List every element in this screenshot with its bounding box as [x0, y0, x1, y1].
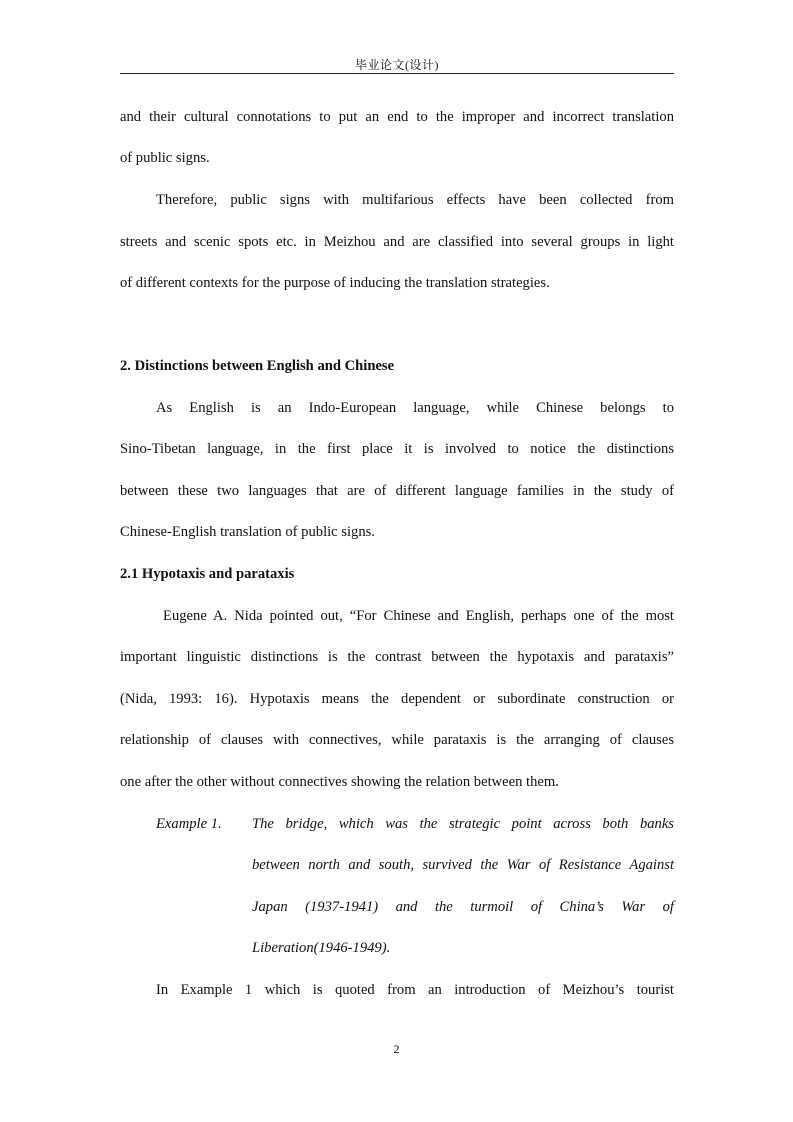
paragraph-line: of public signs.: [120, 150, 210, 166]
example-label: Example 1.: [156, 816, 222, 832]
example-line: Liberation(1946-1949).: [252, 940, 391, 956]
paragraph-line: Eugene A. Nida pointed out, “For Chinese and English, perhaps one of the most: [156, 608, 674, 624]
example-line: The bridge, which was the strategic point across both banks: [252, 816, 674, 832]
paragraph-line: In Example 1 which is quoted from an introduction of Meizhou’s tourist: [156, 982, 674, 998]
paragraph-line: important linguistic distinctions is the contrast between the hypotaxis and parataxis”: [120, 649, 674, 665]
paragraph-line: Sino-Tibetan language, in the first place it is involved to notice the distinctions: [120, 441, 674, 457]
page-header: 毕业论文(设计): [355, 58, 439, 72]
paragraph-line: Chinese-English translation of public signs.: [120, 524, 375, 540]
paragraph-line: and their cultural connotations to put an end to the improper and incorrect translation: [120, 109, 674, 125]
paragraph-line: of different contexts for the purpose of inducing the translation strategies.: [120, 275, 550, 291]
paragraph-line: Therefore, public signs with multifarious effects have been collected from: [156, 192, 674, 208]
paragraph-line: As English is an Indo-European language, while Chinese belongs to: [156, 400, 674, 416]
paragraph-line: (Nida, 1993: 16). Hypotaxis means the dependent or subordinate construction or: [120, 691, 674, 707]
header-rule: [120, 73, 674, 74]
example-line: Japan (1937-1941) and the turmoil of China’s War of: [252, 899, 674, 915]
paragraph-line: one after the other without connectives showing the relation between them.: [120, 774, 559, 790]
paragraph-line: relationship of clauses with connectives, while parataxis is the arranging of clauses: [120, 732, 674, 748]
example-line: between north and south, survived the War of Resistance Against: [252, 857, 674, 873]
subsection-heading: 2.1 Hypotaxis and parataxis: [120, 566, 295, 582]
section-heading: 2. Distinctions between English and Chinese: [120, 358, 395, 374]
page-number: 2: [393, 1042, 400, 1056]
paragraph-line: between these two languages that are of different language families in the study of: [120, 483, 674, 499]
paragraph-line: streets and scenic spots etc. in Meizhou and are classified into several groups in light: [120, 234, 674, 250]
